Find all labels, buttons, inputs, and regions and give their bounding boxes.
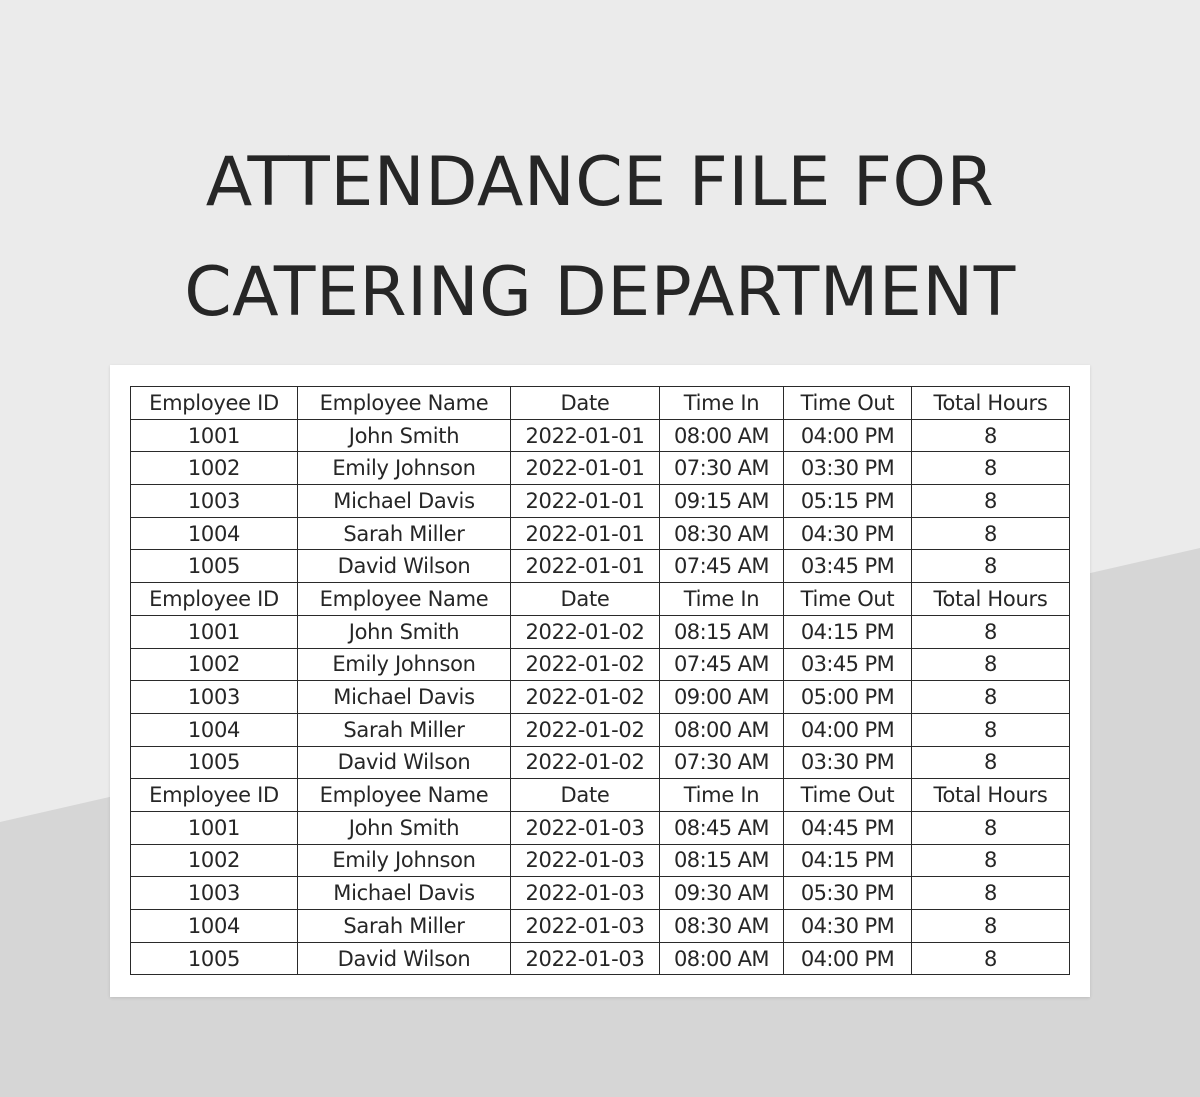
cell-time-in: 08:30 AM: [660, 910, 784, 943]
table-row: [131, 550, 1070, 583]
cell-time-in: 07:30 AM: [660, 746, 784, 779]
table-row: [131, 942, 1070, 975]
column-header-employee-id: Employee ID: [131, 387, 298, 420]
cell-employee-id: 1005: [131, 942, 298, 975]
cell-time-in: 08:15 AM: [660, 844, 784, 877]
table-row: [131, 681, 1070, 714]
table-row: [131, 452, 1070, 485]
cell-employee-name: Michael Davis: [298, 485, 511, 518]
cell-total-hours: 8: [912, 942, 1070, 975]
cell-employee-id: 1005: [131, 550, 298, 583]
cell-employee-id: 1003: [131, 877, 298, 910]
table-row: [131, 746, 1070, 779]
cell-date: 2022-01-03: [511, 877, 660, 910]
cell-total-hours: 8: [912, 713, 1070, 746]
table-row: [131, 811, 1070, 844]
cell-time-in: 07:45 AM: [660, 648, 784, 681]
cell-time-in: 09:00 AM: [660, 681, 784, 714]
column-header-total-hours: Total Hours: [912, 779, 1070, 812]
cell-employee-id: 1004: [131, 910, 298, 943]
cell-date: 2022-01-02: [511, 615, 660, 648]
cell-employee-id: 1001: [131, 615, 298, 648]
cell-employee-name: John Smith: [298, 419, 511, 452]
column-header-time-in: Time In: [660, 583, 784, 616]
cell-total-hours: 8: [912, 910, 1070, 943]
column-header-employee-id: Employee ID: [131, 779, 298, 812]
column-header-date: Date: [511, 583, 660, 616]
cell-date: 2022-01-01: [511, 550, 660, 583]
cell-employee-id: 1003: [131, 681, 298, 714]
table-row: [131, 517, 1070, 550]
cell-date: 2022-01-03: [511, 844, 660, 877]
cell-date: 2022-01-02: [511, 746, 660, 779]
cell-employee-name: Sarah Miller: [298, 713, 511, 746]
cell-time-out: 04:15 PM: [784, 844, 912, 877]
cell-total-hours: 8: [912, 746, 1070, 779]
cell-time-out: 04:15 PM: [784, 615, 912, 648]
cell-employee-id: 1002: [131, 844, 298, 877]
cell-time-out: 04:00 PM: [784, 942, 912, 975]
column-header-time-out: Time Out: [784, 583, 912, 616]
table-row: [131, 615, 1070, 648]
cell-employee-name: David Wilson: [298, 550, 511, 583]
cell-time-out: 05:00 PM: [784, 681, 912, 714]
column-header-total-hours: Total Hours: [912, 387, 1070, 420]
cell-time-out: 03:30 PM: [784, 746, 912, 779]
cell-employee-name: John Smith: [298, 615, 511, 648]
cell-time-in: 09:15 AM: [660, 485, 784, 518]
cell-date: 2022-01-01: [511, 452, 660, 485]
column-header-employee-name: Employee Name: [298, 387, 511, 420]
cell-total-hours: 8: [912, 844, 1070, 877]
cell-date: 2022-01-01: [511, 419, 660, 452]
column-header-time-out: Time Out: [784, 779, 912, 812]
column-header-time-in: Time In: [660, 779, 784, 812]
cell-date: 2022-01-02: [511, 713, 660, 746]
cell-time-in: 08:00 AM: [660, 419, 784, 452]
cell-time-out: 04:00 PM: [784, 713, 912, 746]
cell-time-out: 03:30 PM: [784, 452, 912, 485]
cell-time-in: 08:00 AM: [660, 713, 784, 746]
column-header-employee-name: Employee Name: [298, 779, 511, 812]
cell-employee-id: 1001: [131, 419, 298, 452]
title-line-2: CATERING DEPARTMENT: [184, 253, 1016, 332]
table-row: [131, 877, 1070, 910]
cell-total-hours: 8: [912, 419, 1070, 452]
cell-time-out: 05:15 PM: [784, 485, 912, 518]
cell-employee-id: 1005: [131, 746, 298, 779]
table-row: [131, 713, 1070, 746]
cell-total-hours: 8: [912, 517, 1070, 550]
cell-employee-name: Michael Davis: [298, 681, 511, 714]
column-header-employee-name: Employee Name: [298, 583, 511, 616]
cell-time-out: 04:45 PM: [784, 811, 912, 844]
cell-time-out: 03:45 PM: [784, 648, 912, 681]
cell-date: 2022-01-03: [511, 910, 660, 943]
cell-time-out: 03:45 PM: [784, 550, 912, 583]
page-title: [0, 128, 1200, 348]
cell-employee-name: John Smith: [298, 811, 511, 844]
cell-employee-name: Emily Johnson: [298, 452, 511, 485]
cell-total-hours: 8: [912, 615, 1070, 648]
attendance-sheet: [110, 365, 1090, 997]
cell-date: 2022-01-02: [511, 681, 660, 714]
table-row: [131, 485, 1070, 518]
cell-total-hours: 8: [912, 452, 1070, 485]
table-row: [131, 648, 1070, 681]
cell-employee-name: Emily Johnson: [298, 648, 511, 681]
cell-total-hours: 8: [912, 648, 1070, 681]
cell-date: 2022-01-02: [511, 648, 660, 681]
attendance-table-body: [131, 387, 1070, 975]
table-row: [131, 419, 1070, 452]
cell-total-hours: 8: [912, 811, 1070, 844]
cell-time-in: 07:30 AM: [660, 452, 784, 485]
header-row: [131, 387, 1070, 420]
cell-employee-id: 1002: [131, 452, 298, 485]
cell-employee-id: 1004: [131, 713, 298, 746]
header-row: [131, 583, 1070, 616]
cell-time-in: 07:45 AM: [660, 550, 784, 583]
cell-date: 2022-01-01: [511, 485, 660, 518]
cell-time-in: 08:45 AM: [660, 811, 784, 844]
column-header-date: Date: [511, 387, 660, 420]
cell-employee-id: 1003: [131, 485, 298, 518]
cell-time-in: 09:30 AM: [660, 877, 784, 910]
cell-employee-id: 1001: [131, 811, 298, 844]
cell-employee-id: 1002: [131, 648, 298, 681]
cell-employee-name: David Wilson: [298, 746, 511, 779]
header-row: [131, 779, 1070, 812]
cell-employee-name: Sarah Miller: [298, 517, 511, 550]
cell-time-out: 05:30 PM: [784, 877, 912, 910]
cell-total-hours: 8: [912, 550, 1070, 583]
cell-time-out: 04:30 PM: [784, 910, 912, 943]
cell-time-out: 04:00 PM: [784, 419, 912, 452]
cell-total-hours: 8: [912, 877, 1070, 910]
attendance-table: [130, 386, 1070, 975]
column-header-employee-id: Employee ID: [131, 583, 298, 616]
table-row: [131, 844, 1070, 877]
column-header-time-in: Time In: [660, 387, 784, 420]
column-header-total-hours: Total Hours: [912, 583, 1070, 616]
cell-employee-name: Sarah Miller: [298, 910, 511, 943]
cell-date: 2022-01-03: [511, 811, 660, 844]
cell-employee-name: Michael Davis: [298, 877, 511, 910]
cell-total-hours: 8: [912, 485, 1070, 518]
cell-date: 2022-01-03: [511, 942, 660, 975]
table-row: [131, 910, 1070, 943]
cell-employee-name: David Wilson: [298, 942, 511, 975]
cell-time-in: 08:00 AM: [660, 942, 784, 975]
cell-employee-id: 1004: [131, 517, 298, 550]
cell-employee-name: Emily Johnson: [298, 844, 511, 877]
cell-time-in: 08:30 AM: [660, 517, 784, 550]
title-line-1: ATTENDANCE FILE FOR: [205, 143, 995, 222]
cell-time-in: 08:15 AM: [660, 615, 784, 648]
cell-time-out: 04:30 PM: [784, 517, 912, 550]
cell-total-hours: 8: [912, 681, 1070, 714]
column-header-time-out: Time Out: [784, 387, 912, 420]
column-header-date: Date: [511, 779, 660, 812]
cell-date: 2022-01-01: [511, 517, 660, 550]
